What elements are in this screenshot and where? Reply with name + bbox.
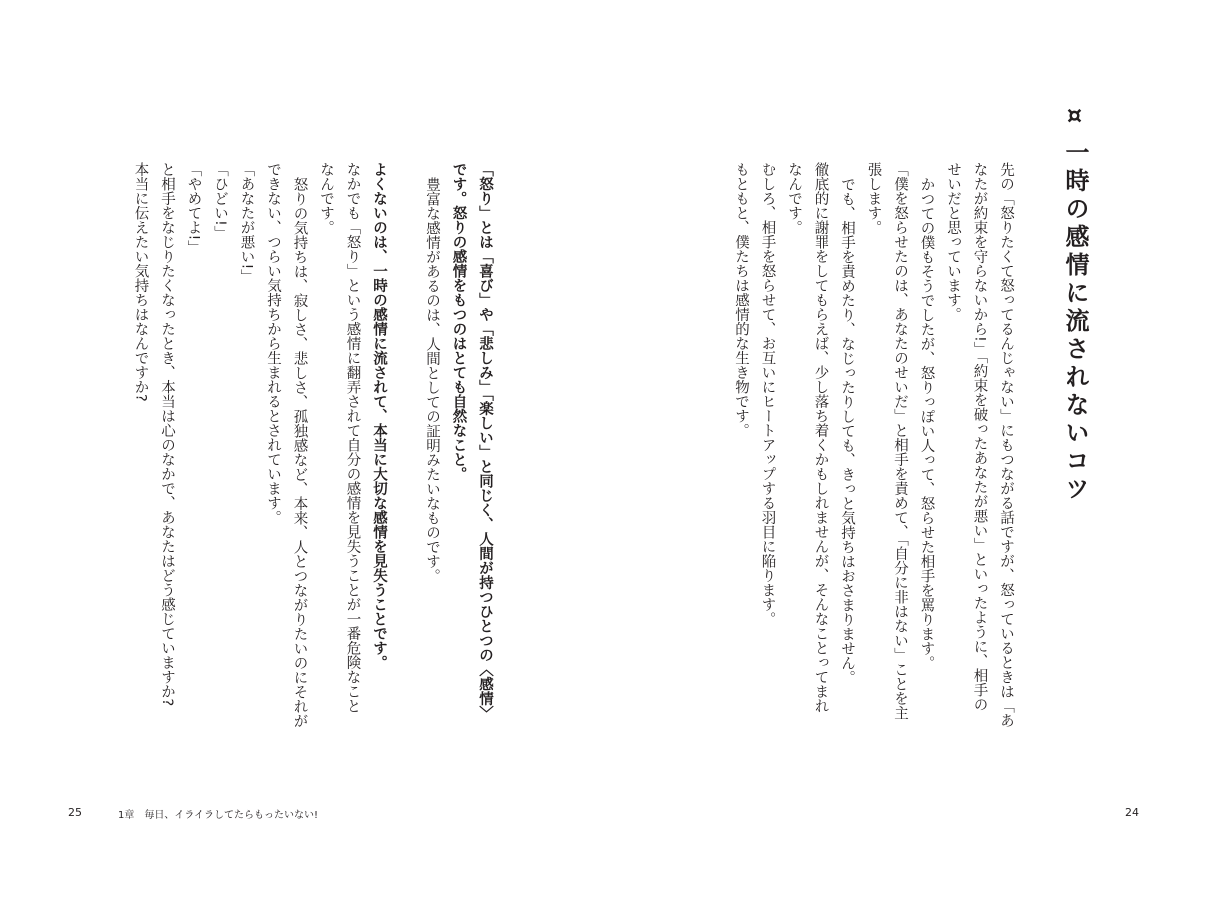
text-line: [392, 162, 419, 728]
left-body-text: [127, 162, 498, 728]
text-line: 先の「怒りたくて怒ってるんじゃない」にもつながる話ですが、怒っているときは「あ: [998, 162, 1014, 728]
heading-ornament-icon: ¤: [1061, 108, 1089, 128]
page-number-right: 24: [1125, 806, 1139, 819]
text-line: でも、相手を責めたり、なじったりしても、きっと気持ちはおさまりません。: [839, 176, 855, 684]
text-line: 「あなたが悪い!」: [238, 162, 255, 284]
right-body-text: [728, 162, 1020, 728]
text-line: 「やめてよ!」: [185, 162, 202, 255]
text-line: 本当に伝えたい気持ちはなんですか?: [132, 162, 149, 402]
heading-text: 一時の感情に流されないコツ: [1061, 139, 1089, 504]
text-line: なかでも「怒り」という感情に翻弄されて自分の感情を見失うことが一番危険なこと: [344, 162, 361, 713]
text-line: 「怒り」とは「喜び」や「悲しみ」「楽しい」と同じく、人間が持つひとつの〈感情〉: [477, 162, 493, 721]
running-head: 1章 毎日、イライラしてたらもったいない!: [118, 810, 319, 821]
text-line: 怒りの気持ちは、寂しさ、悲しさ、孤独感など、本来、人とつながりたいのにそれが: [291, 176, 308, 728]
text-line: 張します。: [865, 162, 882, 235]
text-line: です。怒りの感情をもつのはとても自然なこと。: [450, 162, 467, 481]
text-line: と相手をなじりたくなったとき、本当は心のなかで、あなたはどう感じていますか?: [159, 162, 175, 707]
text-line: よくないのは、一時の感情に流されて、本当に大切な感情を見失うことです。: [371, 162, 387, 670]
text-line: もともと、僕たちは感情的な生き物です。: [733, 162, 749, 438]
section-heading: [1058, 108, 1093, 504]
text-line: 徹底的に謝罪をしてもらえば、少し落ち着くかもしれませんが、そんなことってまれ: [812, 162, 829, 713]
text-line: 「ひどい!」: [212, 162, 228, 241]
text-line: 「僕を怒らせたのは、あなたのせいだ」と相手を責めて、「自分に非はない」ことを主: [892, 162, 908, 721]
page-number-left: 25: [68, 806, 82, 819]
text-line: なんです。: [786, 162, 802, 235]
text-line: むしろ、相手を怒らせて、お互いにヒートアップする羽目に陥ります。: [759, 162, 776, 626]
text-line: なんです。: [318, 162, 334, 235]
text-line: せいだと思っています。: [945, 162, 961, 322]
text-line: かつての僕もそうでしたが、怒りっぽい人って、怒らせた相手を罵ります。: [918, 176, 935, 670]
text-line: 豊富な感情があるのは、人間としての証明みたいなものです。: [424, 176, 440, 583]
right-page: [610, 0, 1219, 904]
text-line: なたが約束を守らないから!」「約束を破ったあなたが悪い」といったように、相手の: [971, 162, 988, 712]
text-line: できない、つらい気持ちから生まれるとされています。: [265, 162, 281, 525]
